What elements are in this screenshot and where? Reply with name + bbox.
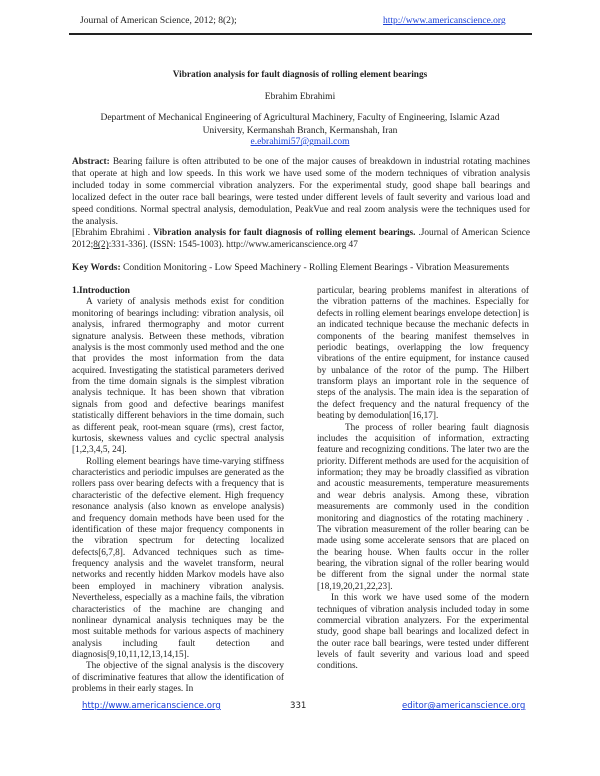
citation-volume: 8(2): [93, 240, 109, 251]
affiliation-line: Department of Mechanical Engineering of Agricultural Machinery, Faculty of Engineering, Islamic Azad: [100, 113, 500, 123]
right-column: [317, 286, 529, 673]
abstract-label: Abstract:: [72, 157, 110, 167]
paragraph: The objective of the signal analysis is the discovery of discriminative features that allow the identification of problems in their early stages. In: [72, 661, 284, 695]
citation-mid: .Journal of American Science 2012;: [72, 228, 530, 251]
affiliation: [60, 112, 540, 137]
footer-email-link[interactable]: editor@americanscience.org: [402, 701, 526, 711]
paper-title: Vibration analysis for fault diagnosis of rolling element bearings: [172, 70, 428, 80]
author-name: Ebrahim Ebrahimi: [264, 92, 336, 102]
affiliation-line: University, Kermanshah Branch, Kermanshah, Iran: [202, 125, 398, 136]
author-email-link[interactable]: e.ebrahimi57@gmail.com: [250, 137, 350, 147]
keywords-label: Key Words:: [72, 263, 121, 273]
keywords: [72, 263, 530, 273]
paragraph: A variety of analysis methods exist for condition monitoring of bearings including: vibration analysis, oil analysis, infrared thermography and motor current signature analysis. Between these methods, vibration analysis is the most commonly used method and the one that provides the most information from the data acquired. Investigating the statistical parameters derived from the time domain signals is the simplest vibration analysis technique. It has been shown that vibration signals from good and defective bearings manifest statistically different behaviors in the time domain, such as different peak, root-mean square (rms), crest factor, kurtosis, skewness values and cyclic spectral analysis [1,2,3,4,5, 24].: [72, 297, 284, 456]
citation-suffix: :331-336]. (ISSN: 1545-1003). http://www.americanscience.org 47: [108, 240, 358, 251]
citation-title: Vibration analysis for fault diagnosis of rolling element bearings.: [153, 228, 416, 239]
paragraph: The process of roller bearing fault diagnosis includes the acquisition of information, extracting feature and recognizing conditions. The later two are the priority. Different methods are used for the acquisition of information; they may be broadly classified as vibration and acoustic measurements, temperature measurements and wear debris analysis. Among these, vibration measurements are commonly used in the condition monitoring and diagnostics of the rotating machinery . The vibration measurement of the roller bearing can be made using some accelerate sensors that are placed on the bearing house. When faults occur in the roller bearing, the vibration signal of the roller bearing would be different from the signal under the normal state [18,19,20,21,22,23].: [317, 422, 529, 592]
journal-header: Journal of American Science, 2012; 8(2);: [80, 16, 237, 26]
paragraph: Rolling element bearings have time-varying stiffness characteristics and periodic impulses are generated as the rollers pass over bearing defects with a frequency that is characteristic of the defective element. High frequency resonance analysis (also known as envelope analysis) and frequency domain methods have been used for the identification of these major frequency components in the vibration spectrum for detecting localized defects[6,7,8]. Advanced techniques such as time-frequency analysis and the wavelet transform, neural networks and recently hidden Markov models have also been employed in machinery vibration analysis. Nevertheless, especially as a machine fails, the vibration characteristics of the machine are changing and nonlinear dynamical analysis techniques may be the most suitable methods for various aspects of machinery analysis including fault detection and diagnosis[9,10,11,12,13,14,15].: [72, 456, 284, 660]
keywords-text: Condition Monitoring - Low Speed Machinery - Rolling Element Bearings - Vibration Measurements: [123, 263, 510, 273]
abstract-text: Bearing failure is often attributed to be one of the major causes of breakdown in industrial rotating machines that operate at high and low speeds. In this work we have used some of the modern techniques of vibration analysis included today in some commercial vibration analyzers. For the experimental study, good shape ball bearings and localized defect in the outer race ball bearings, were tested under different levels of fault severity and various load and speed conditions. Normal spectral analysis, demodulation, PeakVue and real zoom analysis were the techniques used for the analysis.: [72, 157, 530, 227]
header-url-link[interactable]: http://www.americanscience.org: [383, 16, 506, 26]
footer-url-link[interactable]: http://www.americanscience.org: [82, 701, 221, 711]
section-heading: 1.Introduction: [72, 286, 130, 296]
paragraph: In this work we have used some of the modern techniques of vibration analysis included today in some commercial vibration analyzers. For the experimental study, good shape ball bearings and localized defect in the outer race ball bearings, were tested under different levels of fault severity and various load and speed conditions.: [317, 593, 529, 672]
author-email: [60, 137, 540, 147]
citation-prefix: [Ebrahim Ebrahimi .: [72, 228, 154, 239]
page-number: 331: [290, 701, 307, 711]
left-column: [72, 286, 284, 696]
paragraph: particular, bearing problems manifest in alterations of the vibration patterns of the machines. Especially for defects in rolling element bearings envelope detection] is an indicated technique because the mechanic defects in components of the bearing manifest themselves in periodic beatings, overlapping the low frequency vibrations of the entire equipment, for instance caused by unbalance of the rotor of the pump. The Hilbert transform plays an important role in the sequence of steps of the analysis. The main idea is the separation of the defect frequency and the natural frequency of the beating by demodulation[16,17].: [317, 286, 529, 422]
header-rule: [69, 33, 532, 35]
abstract: [72, 157, 530, 252]
